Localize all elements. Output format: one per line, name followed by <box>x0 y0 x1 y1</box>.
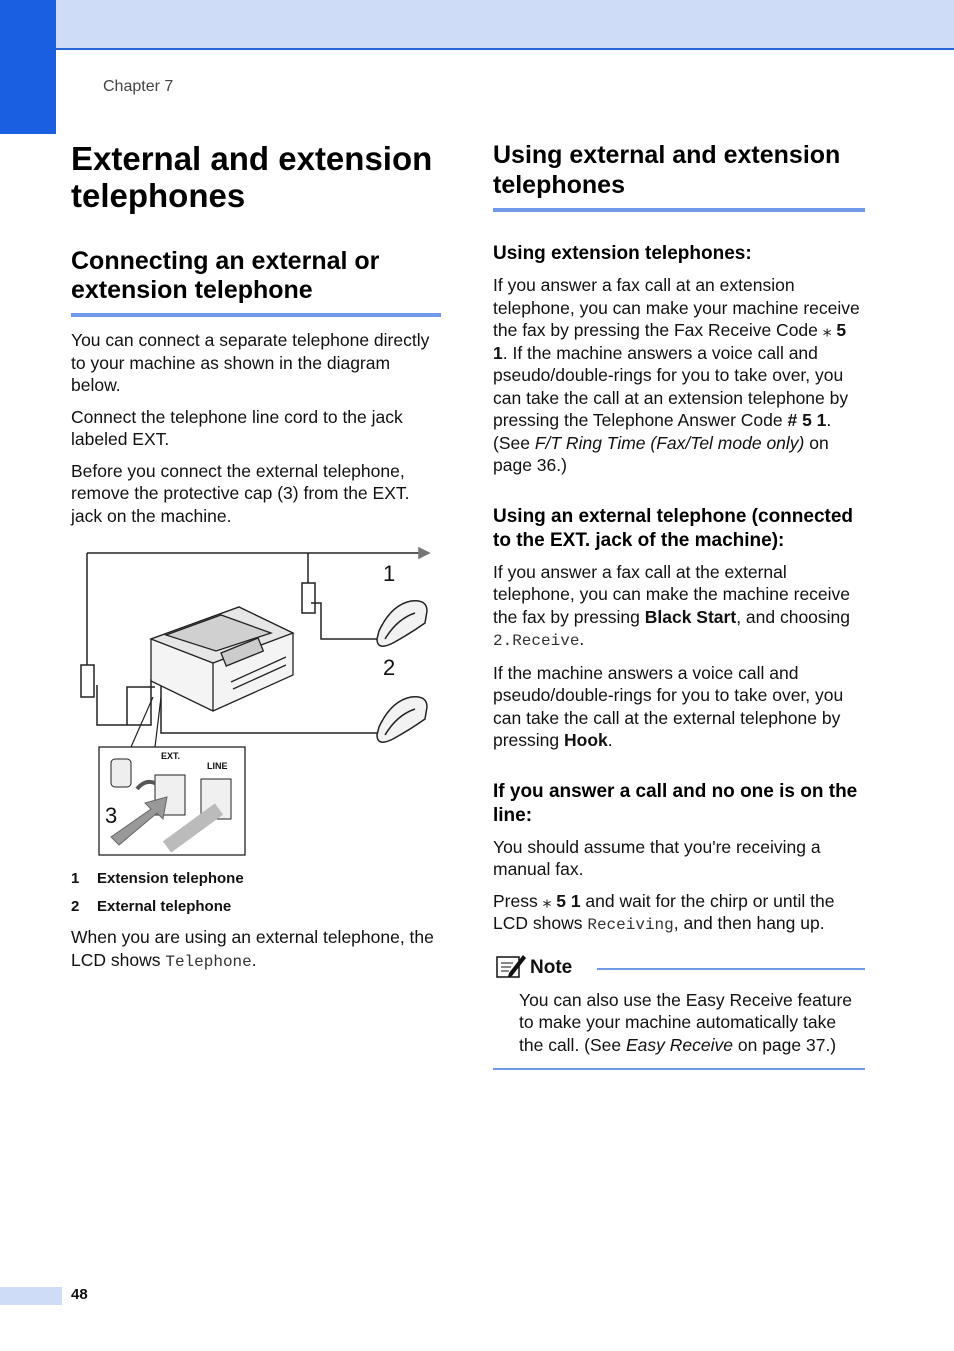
fax-machine-icon <box>151 607 293 711</box>
page-number: 48 <box>71 1286 88 1303</box>
section-heading-connecting: Connecting an external or extension telephone <box>71 247 441 317</box>
legend-number: 1 <box>71 870 80 887</box>
header-band <box>0 0 954 50</box>
footer-band <box>0 1287 62 1305</box>
wall-jack-top-icon <box>302 583 315 613</box>
paragraph-press-code: Press ⁎ 5 1 and wait for the chirp or until the LCD shows Receiving, and then hang up. <box>493 890 835 934</box>
legend-item <box>71 897 441 917</box>
cross-reference: Easy Receive <box>626 1034 733 1055</box>
lcd-text: Receiving <box>587 916 674 934</box>
paragraph-intro: You can connect a separate telephone directly to your machine as shown in the diagram below. <box>71 330 430 395</box>
chapter-label: Chapter 7 <box>103 78 174 95</box>
diagram-label-2: 2 <box>383 655 396 680</box>
connection-diagram <box>71 547 441 859</box>
jack-inset <box>99 697 245 855</box>
note-bottom-rule <box>493 1068 865 1070</box>
paragraph-external-fax: If you answer a fax call at the external telephone, you can make the machine receive the fax by pressing Black Start, and choosing 2.Receive. <box>493 561 851 650</box>
subheading-no-one: If you answer a call and no one is on the line: <box>493 780 858 826</box>
extension-telephone-icon <box>377 601 427 646</box>
note-pencil-icon <box>495 951 527 981</box>
header-rule <box>56 48 954 50</box>
paragraph-extension: If you answer a fax call at an extension telephone, you can make your machine receive the fax by pressing the Fax Receive Code ⁎ 5 1. If the machine answers a voice call and pseudo/double-rings for you to take over, you can take the call at an extension telephone by pressing the Telephone Answer Code # 5 1. (See F/T Ring Time (Fax/Tel mode only) on page 36.) <box>493 275 860 475</box>
cross-reference: F/T Ring Time (Fax/Tel mode only) <box>534 432 805 453</box>
note-rule <box>597 968 865 970</box>
right-column <box>493 140 865 1070</box>
ext-label: EXT. <box>161 751 181 761</box>
page-title: External and extension telephones <box>71 140 433 214</box>
diagram-label-1: 1 <box>383 561 396 586</box>
line-label: LINE <box>207 761 228 771</box>
left-column <box>71 140 441 973</box>
paragraph-cap: Before you connect the external telephone, remove the protective cap (3) from the EXT. jack on the machine. <box>71 460 410 526</box>
legend-text: External telephone <box>97 898 232 915</box>
legend-item <box>71 869 441 889</box>
note-box <box>493 951 865 1071</box>
note-title: Note <box>530 956 573 978</box>
subheading-extension: Using extension telephones: <box>493 243 752 264</box>
protective-cap-icon <box>111 759 131 787</box>
paragraph-connect: Connect the telephone line cord to the jack labeled EXT. <box>71 406 403 449</box>
legend-number: 2 <box>71 898 80 915</box>
paragraph-external-voice: If the machine answers a voice call and pseudo/double-rings for you to take over, you can take the call at the external telephone by pressing Hook. <box>493 662 844 750</box>
paragraph-manual-fax: You should assume that you're receiving a manual fax. <box>493 836 821 879</box>
paragraph-lcd-telephone: When you are using an external telephone, the LCD shows Telephone. <box>71 927 434 971</box>
external-telephone-icon <box>377 697 427 742</box>
section-heading-using: Using external and extension telephones <box>493 140 865 212</box>
legend-text: Extension telephone <box>97 870 244 887</box>
lcd-text: Telephone <box>165 952 252 971</box>
lcd-option: 2.Receive <box>493 632 580 650</box>
diagram-label-3: 3 <box>105 803 118 828</box>
chapter-tab <box>0 0 56 134</box>
note-text: You can also use the Easy Receive feature to make your machine automatically take the call. (See Easy Receive on page 37.) <box>519 989 853 1055</box>
subheading-external: Using an external telephone (connected to the EXT. jack of the machine): <box>493 505 854 551</box>
wall-jack-left-icon <box>81 665 94 697</box>
arrow-icon <box>419 548 429 558</box>
